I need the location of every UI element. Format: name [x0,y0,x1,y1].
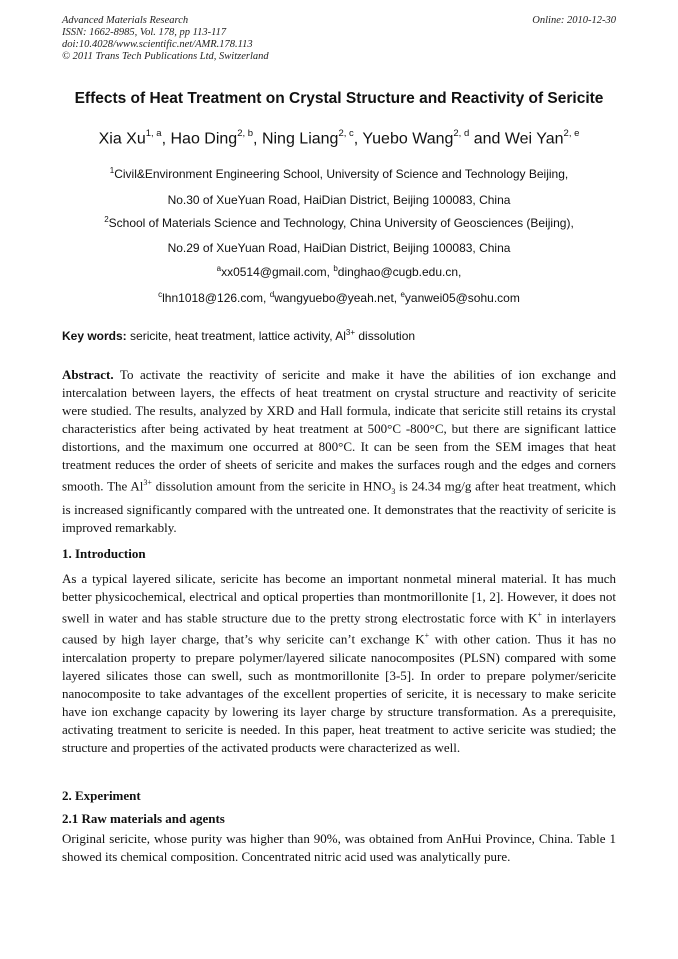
author-affil-mark: 2, e [563,128,580,139]
email-line-2 [0,290,678,305]
abstract-sub: 3 [391,486,396,496]
keywords [62,328,622,343]
email-mark: c [158,290,163,299]
keywords-label: Key words: [62,329,127,343]
affil-text: School of Materials Science and Technology, China University of Geosciences (Beijing), [108,216,574,230]
section-heading-experiment: 2. Experiment [62,788,141,803]
intro-sup: + [537,610,542,619]
intro-text: As a typical layered silicate, sericite has become an important nonmetal mineral material. It has much better physicochemical, electrical and optical properties than montmorillonite [1, 2]. However, it does not swell in water and has stable structure due to the pretty strong electrostatic force with K [62,571,616,626]
abstract-text: To activate the reactivity of sericite and make it have the abilities of ion exchange and intercalation between layers, the effects of heat treatment on crystal structure and reactivity of sericite were studied. The results, analyzed by XRD and Hall formula, indicate that sericite still retains its crystal characteristics after being activated by heat treatment at 500°C -800°C, but there are significant lattice distortions, and the maximum one occurred at 800°C. It can be seen from the SEM images that heat treatment reduces the order of sheets of sericite and makes the surfaces rough and the edges and corners smooth. The Al [62,367,616,494]
author-name: Ning Liang [261,130,339,148]
abstract-text: is 24.34 mg/g after heat treatment, which is increased significantly compared with the untreated one. It demonstrates that the reactivity of sericite is improved remarkably. [62,478,616,535]
intro-sup: + [424,631,430,641]
author-name: Xia Xu [98,130,146,148]
affil-text: Civil&Environment Engineering School, University of Science and Technology Beijing, [114,167,569,181]
intro-text: with other cation. Thus it has no intercalation property to prepare polymer/layered silicate nanocomposites (PLSN) compared with some layered silicates those can swell, such as montmorillonite [3-5]. In order to prepare polymer/sericite nanocomposite to take advantages of the excellent properties of sericite, it is necessary to make sericite have ion exchange capacity by lowering its layer charge by structure transformation. As a prerequisite, activating treatment to sericite is needed. In this paper, heat treatment to active sericite was studied; the structure and properties of the activated products were characterized as well. [62,631,616,755]
email-link[interactable]: wangyuebo@yeah.net, [274,291,401,305]
email-mark: d [269,290,275,299]
author-separator: , [253,130,262,148]
author-separator: and [469,130,505,148]
affil-mark: 1 [109,166,115,175]
journal-name: Advanced Materials Research [62,15,189,26]
introduction-paragraph [62,570,616,757]
journal-copyright: © 2011 Trans Tech Publications Ltd, Switzerland [62,51,269,62]
abstract [62,366,616,537]
email-mark: a [216,264,222,273]
intro-text: in interlayers caused by high layer charge, that’s why sericite can’t exchange K [62,610,616,647]
author-list [0,129,678,148]
abstract-text: dissolution amount from the sericite in HNO [151,478,392,494]
author-affil-mark: 2, d [453,128,470,139]
abstract-sup: 3+ [143,478,152,487]
affiliation-1-line-2: No.30 of XueYuan Road, HaiDian District, Beijing 100083, China [167,193,511,207]
email-line-1 [0,264,678,279]
keywords-sup: 3+ [345,328,356,337]
author-affil-mark: 2, c [338,128,354,139]
author-name: Hao Ding [170,130,238,148]
email-mark: e [400,290,405,299]
raw-materials-paragraph: Original sericite, whose purity was higher than 90%, was obtained from AnHui Province, China. Table 1 showed its chemical composition. Concentrated nitric acid used was analytically pure. [62,831,616,864]
keywords-text: sericite, heat treatment, lattice activity, Al [126,329,346,343]
affiliation-2-line-2: No.29 of XueYuan Road, HaiDian District, Beijing 100083, China [167,241,511,255]
online-date: Online: 2010-12-30 [532,15,616,26]
email-link[interactable]: lhn1018@126.com, [162,291,270,305]
paper-title: Effects of Heat Treatment on Crystal Structure and Reactivity of Sericite [74,90,604,107]
journal-doi[interactable]: doi:10.4028/www.scientific.net/AMR.178.113 [62,39,253,50]
author-affil-mark: 1, a [145,128,162,139]
affiliation-1-line-1 [0,166,678,181]
abstract-label: Abstract. [62,367,114,382]
email-link[interactable]: yanwei05@sohu.com [404,291,520,305]
author-affil-mark: 2, b [237,128,254,139]
journal-issn: ISSN: 1662-8985, Vol. 178, pp 113-117 [62,27,227,38]
subsection-heading-raw-materials: 2.1 Raw materials and agents [62,811,225,826]
section-heading-introduction: 1. Introduction [62,546,146,561]
keywords-tail: dissolution [355,329,416,343]
email-link[interactable]: dinghao@cugb.edu.cn, [337,265,462,279]
affiliation-2-line-1 [0,215,678,230]
author-name: Wei Yan [504,130,564,148]
email-mark: b [333,264,338,273]
author-separator: , [161,130,171,148]
affil-mark: 2 [104,215,109,224]
journal-header [62,15,616,63]
email-link[interactable]: xx0514@gmail.com, [221,265,334,279]
author-separator: , [353,130,363,148]
author-name: Yuebo Wang [362,130,454,148]
